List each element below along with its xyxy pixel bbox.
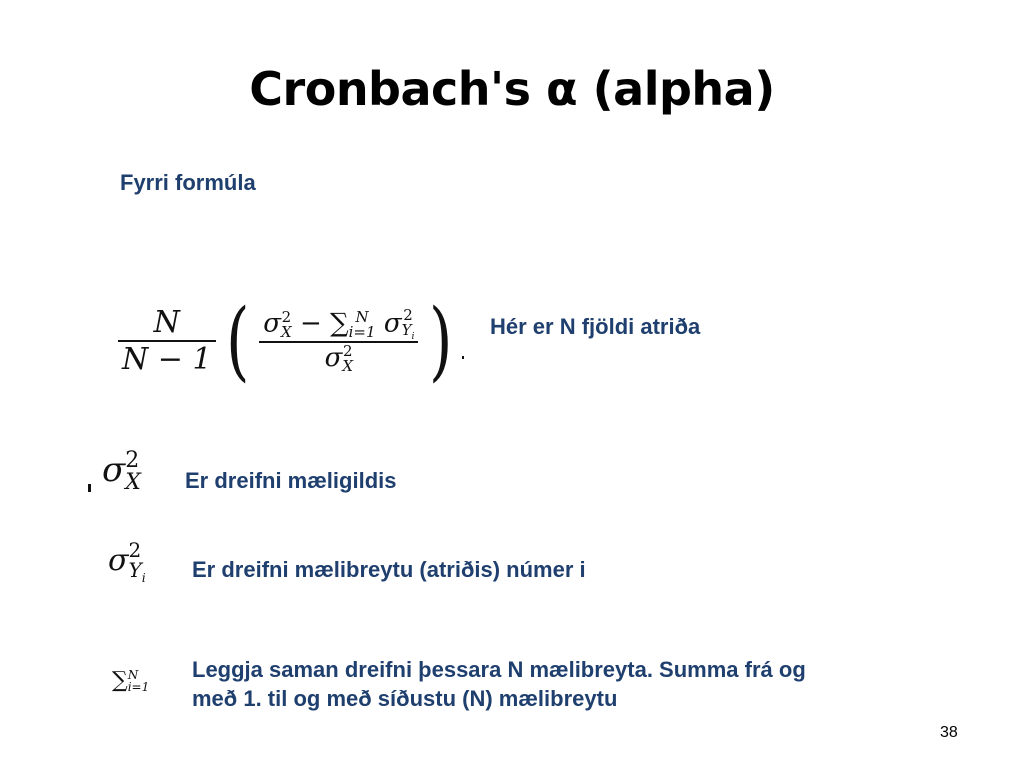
formula-numerator-n: N (153, 305, 180, 340)
sigma-y-index: i (411, 330, 415, 342)
sum-lower-limit: i=1 (348, 322, 376, 341)
variance-fraction (259, 305, 418, 376)
sigma-x-square: 2 (281, 307, 292, 326)
sum-description: Leggja saman dreifni þessara N mælibreyta. Summa frá og með 1. til og með síðustu (N) mælibreytu (192, 657, 806, 711)
sigma-y-squared (108, 540, 146, 584)
slide-title: Cronbach's α (alpha) (249, 62, 775, 116)
sigma-x-squared (102, 450, 141, 494)
sigma-y-symbol: σ (383, 308, 402, 339)
sigma-y-square: 2 (403, 305, 413, 324)
sigma-x-standalone: σ (102, 450, 126, 490)
sigma-x-subscript: X (281, 322, 292, 341)
variance-y-description: Er dreifni mælibreytu (atriðis) númer i (192, 557, 586, 582)
variance-x-description: Er dreifni mæligildis (185, 468, 397, 493)
left-paren: ( (225, 291, 250, 391)
standalone-sum-lower: i=1 (127, 680, 150, 694)
sum-symbol: ∑ (330, 308, 349, 339)
sum-from-1-to-n (112, 668, 149, 693)
variance-fraction-numerator (259, 305, 418, 342)
denominator-subscript: X (342, 357, 354, 376)
formula-note: Hér er N fjöldi atriða (490, 314, 701, 339)
sigma-x-standalone-square: 2 (125, 448, 140, 473)
bullet-mark (88, 484, 91, 492)
denominator-sigma: σ (324, 343, 343, 374)
sum-upper-limit: N (355, 307, 369, 326)
sigma-y-standalone-index: i (141, 570, 146, 585)
standalone-sum-symbol: ∑ (112, 668, 128, 693)
sigma-y-standalone-square: 2 (128, 538, 142, 562)
cronbach-formula (118, 291, 457, 398)
denominator-square: 2 (342, 342, 353, 361)
page-number: 38 (940, 724, 958, 741)
sigma-x-standalone-subscript: X (125, 470, 141, 495)
sigma-y-subscript: Y (401, 320, 412, 339)
subtitle-formula: Fyrri formúla (120, 170, 256, 195)
formula-denominator-n-minus-1: N − 1 (118, 340, 216, 377)
sigma-y-standalone-subscript: Y (128, 558, 142, 582)
right-paren: ) (428, 291, 453, 391)
formula-dot (462, 356, 464, 359)
sigma-x-symbol: σ (263, 308, 282, 339)
variance-fraction-denominator (259, 341, 418, 374)
minus-sign: − (300, 308, 322, 339)
n-over-n-minus-1 (118, 305, 216, 377)
sigma-y-standalone: σ (108, 543, 129, 579)
standalone-sum-upper: N (127, 668, 139, 682)
